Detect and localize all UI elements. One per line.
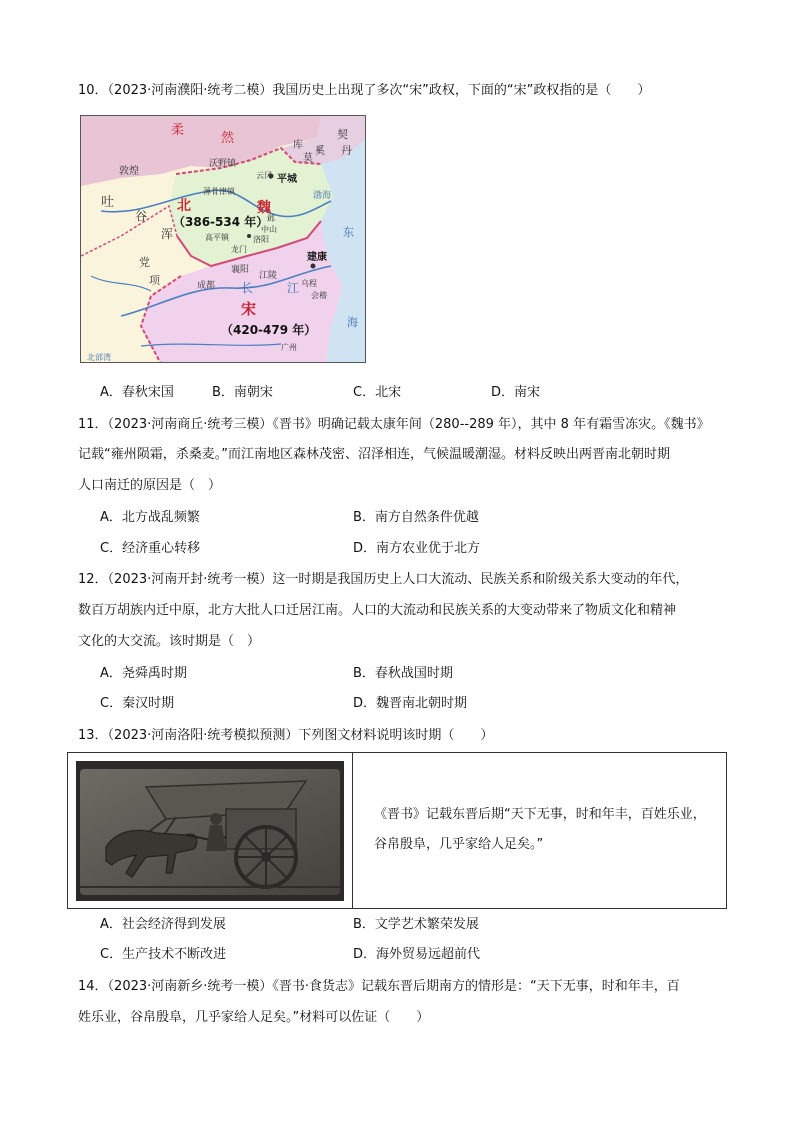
label-dang: 党 (139, 256, 150, 269)
label-jiang: 江 (287, 281, 300, 295)
label-hai: 海 (347, 316, 358, 329)
label-mo: 莫 (303, 153, 313, 164)
q10-map (80, 115, 366, 363)
label-beiwei-1: 北 (177, 198, 191, 214)
label-kuaiji: 会稽 (311, 291, 327, 300)
label-bohai: 渤海 (313, 191, 332, 201)
label-gaoping: 高平镇 (205, 233, 229, 242)
label-xi: 奚 (315, 146, 325, 157)
city-dot-luoyang (247, 234, 251, 238)
q14-line-2: 姓乐业，谷帛殷阜，几乎家给人足矣。”材料可以佐证（ ） (78, 1010, 430, 1025)
label-song: 宋 (241, 300, 257, 318)
label-jiankang: 建康 (307, 252, 327, 263)
label-wucheng: 乌程 (301, 279, 317, 288)
label-guangzhou: 广州 (281, 343, 297, 352)
q13-material-line-1: 《晋书》记载东晋后期“天下无事，时和年丰，百姓乐业， (374, 807, 706, 822)
q10-option-c: C．北宋 (353, 385, 402, 400)
label-xiang: 项 (149, 274, 160, 287)
q10-stem: 10．（2023·河南濮阳·统考二模）我国历史上出现了多次“宋”政权，下面的“宋”政权指的是（ ） (78, 83, 651, 98)
driver-head (210, 813, 222, 825)
label-xiangyang: 襄阳 (231, 265, 250, 275)
q11-line-2: 记载“雍州陨霜，杀桑麦。”而江南地区森林茂密、沼泽相连，气候温暖潮湿。材料反映出两晋南北朝时期 (78, 447, 670, 462)
q13-material-table (67, 752, 727, 909)
q13-option-b: B．文学艺术繁荣发展 (353, 917, 479, 932)
label-boye: 薄骨律镇 (203, 187, 235, 196)
label-beiwei-2: 魏 (257, 200, 271, 216)
q11-option-a: A．北方战乱频繁 (100, 510, 200, 525)
label-tu: 吐 (101, 195, 115, 210)
label-rouran-1: 柔 (171, 123, 185, 138)
label-song-years: （420-479 年） (221, 323, 317, 337)
q12-line-1: 12．（2023·河南开封·统考一模）这一时期是我国历史上人口大流动、民族关系和阶级关系大变动的年代， (78, 572, 689, 587)
q14-line-1: 14．（2023·河南新乡·统考一模）《晋书·食货志》记载东晋后期南方的情形是：“天下无事，时和年丰，百 (78, 979, 680, 994)
q11-option-b: B．南方自然条件优越 (353, 510, 479, 525)
label-zhongshan: 中山 (261, 225, 277, 234)
label-dunhuang: 敦煌 (119, 166, 139, 177)
q13-material-line-2: 谷帛殷阜，几乎家给人足矣。” (374, 837, 544, 852)
q11-option-d: D．南方农业优于北方 (353, 541, 481, 556)
q12-line-3: 文化的大交流。该时期是（ ） (78, 634, 261, 649)
label-longmen: 龙门 (231, 245, 247, 254)
label-beiwei-years: （386-534 年） (173, 215, 269, 229)
q11-option-c: C．经济重心转移 (100, 541, 201, 556)
q13-stem: 13．（2023·河南洛阳·统考模拟预测）下列图文材料说明该时期（ ） (78, 728, 494, 743)
label-woye: 沃野镇 (209, 159, 237, 169)
table-divider (352, 753, 353, 908)
relief-svg (76, 761, 344, 901)
q11-line-3: 人口南迁的原因是（ ） (78, 478, 222, 493)
q11-line-1: 11．（2023·河南商丘·统考三模）《晋书》明确记载太康年间（280--289 年），其中 8 年有霜雪冻灾。《魏书》 (78, 417, 710, 432)
label-qi: 契 (337, 128, 348, 141)
label-pingcheng: 平城 (277, 174, 297, 185)
historical-map-svg (81, 116, 366, 363)
q12-option-d: D．魏晋南北朝时期 (353, 696, 468, 711)
wheel-hub (261, 852, 271, 862)
label-ye: 邺 (267, 214, 275, 223)
label-dan: 丹 (341, 144, 352, 157)
label-dong: 东 (343, 226, 354, 239)
label-luoyang: 洛阳 (253, 235, 269, 244)
q10-option-d: D．南宋 (491, 385, 541, 400)
label-chang: 长 (241, 281, 254, 295)
q12-line-2: 数百万胡族内迁中原，北方大批人口迁居江南。人口的大流动和民族关系的大变动带来了物质文化和精神 (78, 603, 677, 618)
city-dot-jiankang (311, 264, 316, 269)
label-gu: 谷 (135, 209, 148, 223)
q13-option-c: C．生产技术不断改进 (100, 947, 227, 962)
q12-option-a: A．尧舜禹时期 (100, 666, 187, 681)
q10-option-a: A．春秋宋国 (100, 385, 174, 400)
label-yungang: 云冈 (256, 171, 272, 180)
q10-option-b: B．南朝宋 (212, 385, 273, 400)
brick-relief-image (76, 761, 344, 901)
q13-option-d: D．海外贸易远超前代 (353, 947, 481, 962)
label-jiangling: 江陵 (259, 271, 278, 281)
label-kumo: 库 (293, 140, 303, 151)
label-beibuwan: 北部湾 (87, 353, 111, 362)
label-chengdu: 成都 (197, 281, 216, 291)
label-hun: 浑 (161, 227, 174, 241)
q13-option-a: A．社会经济得到发展 (100, 917, 226, 932)
label-rouran-2: 然 (221, 131, 235, 146)
q12-option-b: B．春秋战国时期 (353, 666, 453, 681)
q12-option-c: C．秦汉时期 (100, 696, 175, 711)
